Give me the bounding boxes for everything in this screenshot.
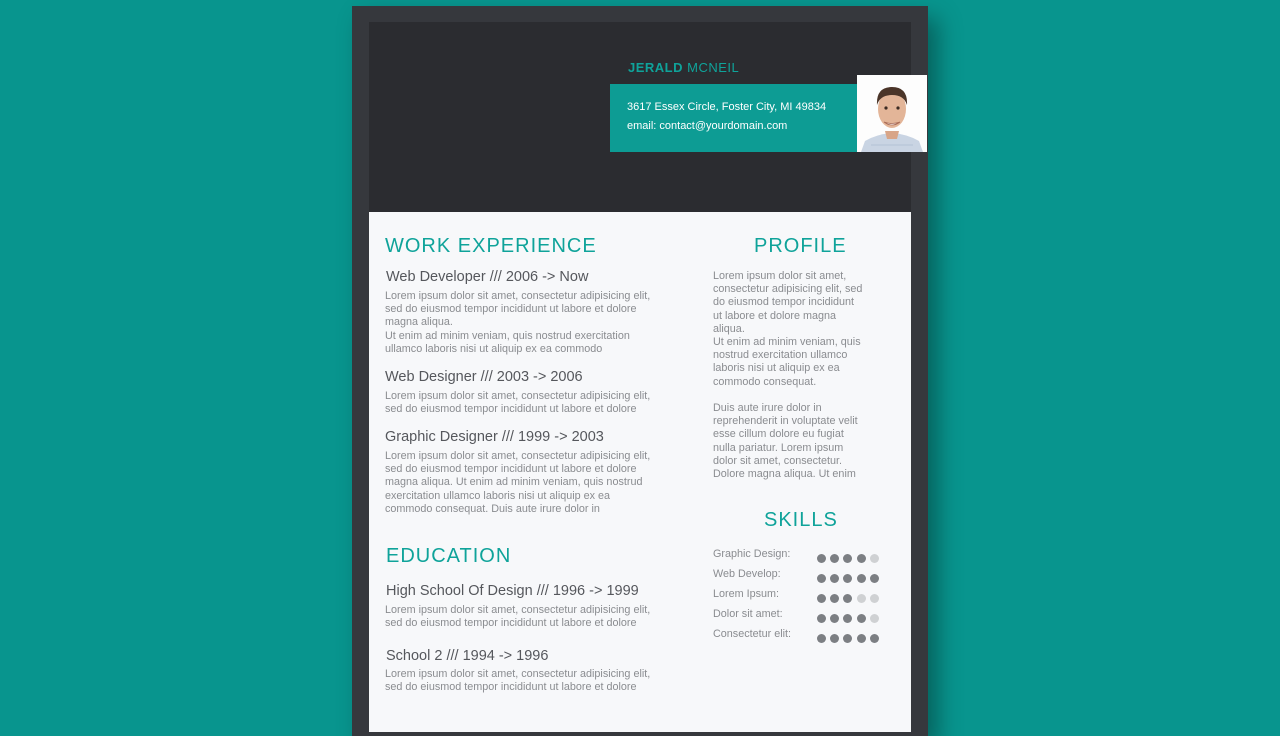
filled-dot-icon [870, 634, 879, 643]
profile-photo [857, 75, 927, 152]
education-title: School 2 /// 1994 -> 1996 [386, 648, 549, 664]
filled-dot-icon [843, 554, 852, 563]
filled-dot-icon [857, 634, 866, 643]
job-description: Lorem ipsum dolor sit amet, consectetur adipisicing elit, sed do eiusmod tempor incididunt ut labore et dolore magna aliqua. Ut enim ad minim veniam, quis nostrud exercitation ullamco laboris nisi ut aliquip ex ea commodo consequat. Duis aute irure dolor in [385, 450, 651, 515]
skill-level-dots [817, 550, 883, 568]
filled-dot-icon [830, 574, 839, 583]
skill-row [713, 568, 893, 582]
education-description: Lorem ipsum dolor sit amet, consectetur adipisicing elit, sed do eiusmod tempor incididunt ut labore et dolore [385, 668, 651, 694]
filled-dot-icon [817, 554, 826, 563]
skill-level-dots [817, 590, 883, 608]
skill-row [713, 588, 893, 602]
skill-row [713, 608, 893, 622]
skill-level-dots [817, 570, 883, 588]
empty-dot-icon [870, 594, 879, 603]
address-text: 3617 Essex Circle, Foster City, MI 49834 [627, 101, 827, 113]
filled-dot-icon [830, 614, 839, 623]
empty-dot-icon [870, 614, 879, 623]
skill-row [713, 628, 893, 642]
skill-label: Graphic Design: [713, 548, 791, 560]
first-name: JERALD [628, 60, 684, 75]
profile-heading: PROFILE [754, 235, 847, 257]
empty-dot-icon [857, 594, 866, 603]
filled-dot-icon [870, 574, 879, 583]
resume-page [369, 22, 911, 732]
filled-dot-icon [817, 614, 826, 623]
filled-dot-icon [843, 594, 852, 603]
skill-label: Web Develop: [713, 568, 781, 580]
email-text: email: contact@yourdomain.com [627, 120, 788, 132]
last-name: MCNEIL [687, 60, 740, 75]
filled-dot-icon [857, 554, 866, 563]
profile-text: Lorem ipsum dolor sit amet, consectetur adipisicing elit, sed do eiusmod tempor incididunt ut labore et dolore magna aliqua. Ut enim ad minim veniam, quis nostrud exercitation ullamco laboris nisi ut aliquip ex ea commodo consequat. [713, 270, 863, 388]
job-description: Lorem ipsum dolor sit amet, consectetur adipisicing elit, sed do eiusmod tempor incididunt ut labore et dolore [385, 390, 651, 416]
job-title: Web Developer /// 2006 -> Now [386, 269, 589, 285]
filled-dot-icon [817, 594, 826, 603]
job-title: Web Designer /// 2003 -> 2006 [385, 369, 583, 385]
job-title: Graphic Designer /// 1999 -> 2003 [385, 429, 604, 445]
skill-level-dots [817, 630, 883, 648]
skill-level-dots [817, 610, 883, 628]
education-heading: EDUCATION [386, 545, 512, 567]
job-description: Lorem ipsum dolor sit amet, consectetur adipisicing elit, sed do eiusmod tempor incididunt ut labore et dolore magna aliqua. Ut enim ad minim veniam, quis nostrud exercitation ullamco laboris nisi ut aliquip ex ea commodo [385, 290, 651, 355]
filled-dot-icon [843, 614, 852, 623]
education-description: Lorem ipsum dolor sit amet, consectetur adipisicing elit, sed do eiusmod tempor incididunt ut labore et dolore [385, 604, 651, 630]
resume-header [369, 22, 911, 212]
skill-label: Dolor sit amet: [713, 608, 783, 620]
filled-dot-icon [830, 554, 839, 563]
person-portrait-icon [857, 75, 927, 152]
contact-box [610, 84, 858, 152]
education-title: High School Of Design /// 1996 -> 1999 [386, 583, 639, 599]
filled-dot-icon [843, 634, 852, 643]
skill-row [713, 548, 893, 562]
skills-heading: SKILLS [764, 509, 838, 531]
filled-dot-icon [857, 614, 866, 623]
filled-dot-icon [830, 634, 839, 643]
filled-dot-icon [857, 574, 866, 583]
skill-label: Lorem Ipsum: [713, 588, 780, 600]
filled-dot-icon [817, 574, 826, 583]
candidate-name [628, 60, 739, 75]
skill-label: Consectetur elit: [713, 628, 792, 640]
work-experience-heading: WORK EXPERIENCE [385, 235, 597, 257]
profile-text: Duis aute irure dolor in reprehenderit in voluptate velit esse cillum dolore eu fugiat nulla pariatur. Lorem ipsum dolor sit amet, consectetur. Dolore magna aliqua. Ut enim [713, 402, 858, 481]
filled-dot-icon [830, 594, 839, 603]
empty-dot-icon [870, 554, 879, 563]
filled-dot-icon [843, 574, 852, 583]
filled-dot-icon [817, 634, 826, 643]
